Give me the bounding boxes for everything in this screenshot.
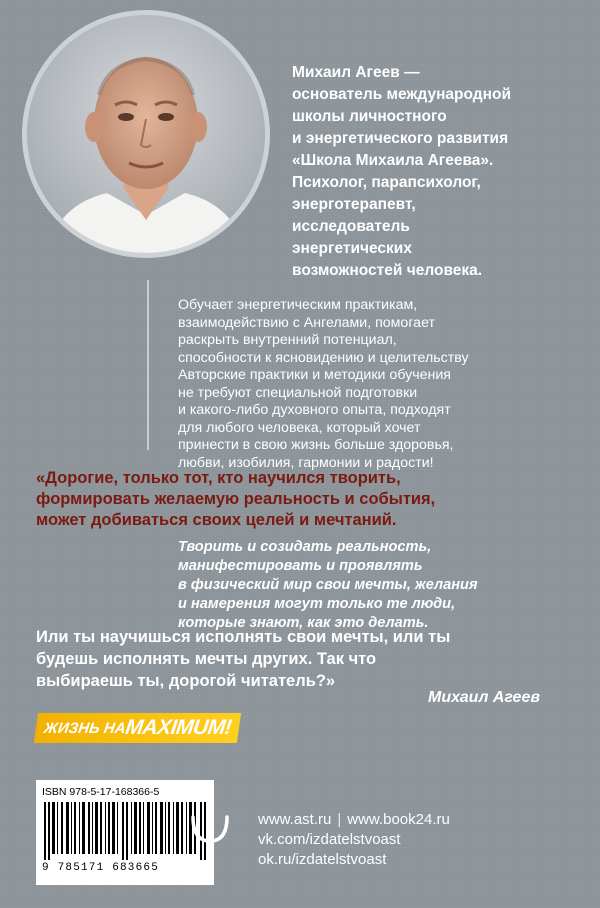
quote-italic	[178, 538, 578, 633]
italic-line: Творить и созидать реальность,	[178, 539, 432, 555]
barcode-block	[36, 780, 214, 885]
quote-line: «Дорогие, только тот, кто научился творить,	[36, 469, 401, 487]
closing-line: будешь исполнять мечты других. Так что	[36, 650, 377, 668]
bio-line: исследователь	[292, 218, 410, 235]
link-ast[interactable]: www.ast.ru	[258, 811, 332, 828]
barcode-number: 9 785171 683665	[42, 862, 160, 874]
italic-line: манифестировать и проявлять	[178, 558, 423, 574]
description-line: раскрыть внутренний потенциал,	[178, 332, 397, 348]
author-name: Михаил Агеев —	[292, 64, 420, 81]
closing-line: Или ты научишься исполнять свои мечты, или ты	[36, 628, 451, 646]
description-paragraph	[178, 297, 578, 472]
link-book24[interactable]: www.book24.ru	[347, 811, 450, 828]
bio-line: основатель международной	[292, 86, 511, 103]
bio-line: энерготерапевт,	[292, 196, 416, 213]
bio-line: школы личностного	[292, 108, 447, 125]
series-logo	[34, 713, 241, 743]
decorative-vertical-line	[147, 280, 149, 450]
quote-line: формировать желаемую реальность и события,	[36, 490, 436, 508]
author-signature: Михаил Агеев	[427, 689, 540, 706]
bio-line: «Школа Михаила Агеева».	[292, 152, 494, 169]
italic-line: в физический мир свои мечты, желания	[178, 577, 478, 593]
series-logo-part2: MAXIMUM!	[124, 716, 233, 739]
author-portrait	[22, 10, 270, 258]
bio-line: и энергетического развития	[292, 130, 509, 147]
description-line: Авторские практики и методики обучения	[178, 367, 451, 383]
link-ok[interactable]: ok.ru/izdatelstvoast	[258, 851, 387, 868]
description-line: способности к ясновидению и целительству	[178, 349, 469, 366]
quote-highlight	[36, 468, 581, 531]
closing-line: выбираешь ты, дорогой читатель?»	[36, 672, 336, 690]
description-line: не требуют специальной подготовки	[178, 384, 418, 401]
description-line: для любого человека, который хочет	[178, 419, 421, 436]
description-line: и какого-либо духовного опыта, подходят	[178, 402, 451, 418]
description-line: любви, изобилия, гармонии и радости!	[178, 454, 434, 471]
quote-line: может добиваться своих целей и мечтаний.	[36, 511, 397, 529]
italic-line: которые знают, как это делать.	[178, 615, 429, 631]
description-line: взаимодействию с Ангелами, помогает	[178, 314, 435, 331]
bio-line: возможностей человека.	[292, 262, 483, 279]
psi-icon	[191, 813, 229, 863]
quote-closing	[36, 626, 581, 692]
publisher-links	[258, 810, 450, 870]
series-logo-part1: ЖИЗНЬ НА	[42, 719, 127, 737]
isbn-label: ISBN 978-5-17-168366-5	[42, 786, 160, 798]
italic-line: и намерения могут только те люди,	[178, 596, 456, 612]
links-row-sites	[258, 810, 450, 830]
description-line: принести в свою жизнь больше здоровья,	[178, 437, 454, 453]
bio-line: Психолог, парапсихолог,	[292, 174, 481, 191]
description-line: Обучает энергетическим практикам,	[178, 297, 418, 313]
bio-line: энергетических	[292, 240, 412, 257]
barcode-icon	[42, 802, 208, 860]
author-bio	[292, 62, 572, 282]
links-separator: |	[337, 811, 342, 828]
link-vk[interactable]: vk.com/izdatelstvoast	[258, 831, 401, 848]
